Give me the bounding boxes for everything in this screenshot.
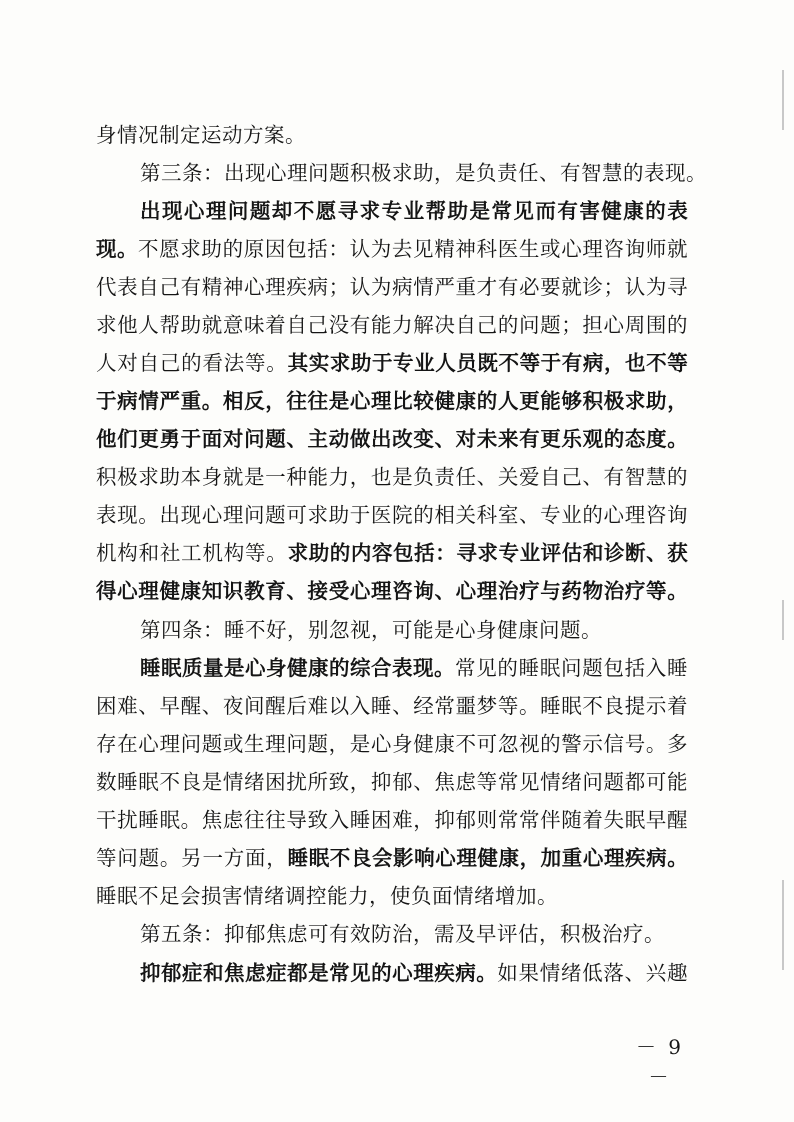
text-line — [96, 459, 688, 495]
text-segment: 机构和社工机构等。 — [96, 541, 288, 565]
text-line — [96, 421, 688, 457]
text-line — [96, 764, 688, 800]
text-line — [96, 307, 688, 343]
text-line — [96, 231, 688, 267]
text-line — [96, 117, 688, 153]
scan-edge-mark — [782, 880, 784, 970]
text-segment: 第五条：抑郁焦虑可有效防治，需及早评估，积极治疗。 — [140, 922, 665, 946]
page-number: － 9 － — [635, 1035, 685, 1089]
text-segment: 困难、早醒、夜间醒后难以入睡、经常噩梦等。睡眠不良提示着 — [96, 694, 688, 718]
bold-text-segment: 现。 — [96, 237, 138, 261]
text-segment: 人对自己的看法等。 — [96, 351, 288, 375]
text-segment: 身情况制定运动方案。 — [96, 123, 306, 147]
text-line — [96, 688, 688, 724]
text-line — [96, 573, 688, 609]
scan-edge-mark — [782, 70, 784, 130]
bold-text-segment: 睡眠不良会影响心理健康，加重心理疾病。 — [287, 846, 689, 870]
text-line — [140, 650, 688, 686]
bold-text-segment: 睡眠质量是心身健康的综合表现。 — [140, 656, 455, 680]
text-line — [96, 878, 688, 914]
text-segment: 第四条：睡不好，别忽视，可能是心身健康问题。 — [140, 618, 602, 642]
text-line — [140, 612, 688, 648]
text-line — [96, 383, 688, 419]
text-segment: 代表自己有精神心理疾病；认为病情严重才有必要就诊；认为寻 — [96, 275, 688, 299]
text-line — [96, 802, 688, 838]
text-segment: 睡眠不足会损害情绪调控能力，使负面情绪增加。 — [96, 884, 558, 908]
text-segment: 表现。出现心理问题可求助于医院的相关科室、专业的心理咨询 — [96, 503, 688, 527]
text-segment: 等问题。另一方面， — [96, 846, 288, 870]
text-line — [96, 345, 688, 381]
text-line — [140, 955, 688, 991]
bold-text-segment: 他们更勇于面对问题、主动做出改变、对未来有更乐观的态度。 — [96, 427, 688, 451]
text-segment: 第三条：出现心理问题积极求助，是负责任、有智慧的表现。 — [140, 161, 707, 185]
text-segment: 干扰睡眠。焦虑往往导致入睡困难，抑郁则常常伴随着失眠早醒 — [96, 808, 688, 832]
bold-text-segment: 出现心理问题却不愿寻求专业帮助是常见而有害健康的表 — [140, 199, 688, 223]
bold-text-segment: 于病情严重。相反，往往是心理比较健康的人更能够积极求助， — [96, 389, 688, 413]
text-line — [96, 535, 688, 571]
text-segment: 存在心理问题或生理问题，是心身健康不可忽视的警示信号。多 — [96, 732, 688, 756]
text-segment: 数睡眠不良是情绪困扰所致，抑郁、焦虑等常见情绪问题都可能 — [96, 770, 688, 794]
text-segment: 不愿求助的原因包括：认为去见精神科医生或心理咨询师就 — [137, 237, 689, 261]
bold-text-segment: 求助的内容包括：寻求专业评估和诊断、获 — [287, 541, 689, 565]
bold-text-segment: 抑郁症和焦虑症都是常见的心理疾病。 — [140, 961, 498, 985]
text-segment: 积极求助本身就是一种能力，也是负责任、关爱自己、有智慧的 — [96, 465, 688, 489]
text-line — [140, 155, 707, 191]
text-line — [96, 726, 688, 762]
text-line — [96, 840, 688, 876]
text-segment: 常见的睡眠问题包括入睡 — [455, 656, 688, 680]
text-line — [140, 916, 688, 952]
bold-text-segment: 得心理健康知识教育、接受心理咨询、心理治疗与药物治疗等。 — [96, 579, 688, 603]
text-line — [140, 193, 688, 229]
text-segment: 求他人帮助就意味着自己没有能力解决自己的问题；担心周围的 — [96, 313, 688, 337]
text-segment: 如果情绪低落、兴趣 — [497, 961, 688, 985]
text-line — [96, 269, 688, 305]
text-line — [96, 497, 688, 533]
bold-text-segment: 其实求助于专业人员既不等于有病，也不等 — [287, 351, 689, 375]
scan-edge-mark — [782, 600, 784, 640]
